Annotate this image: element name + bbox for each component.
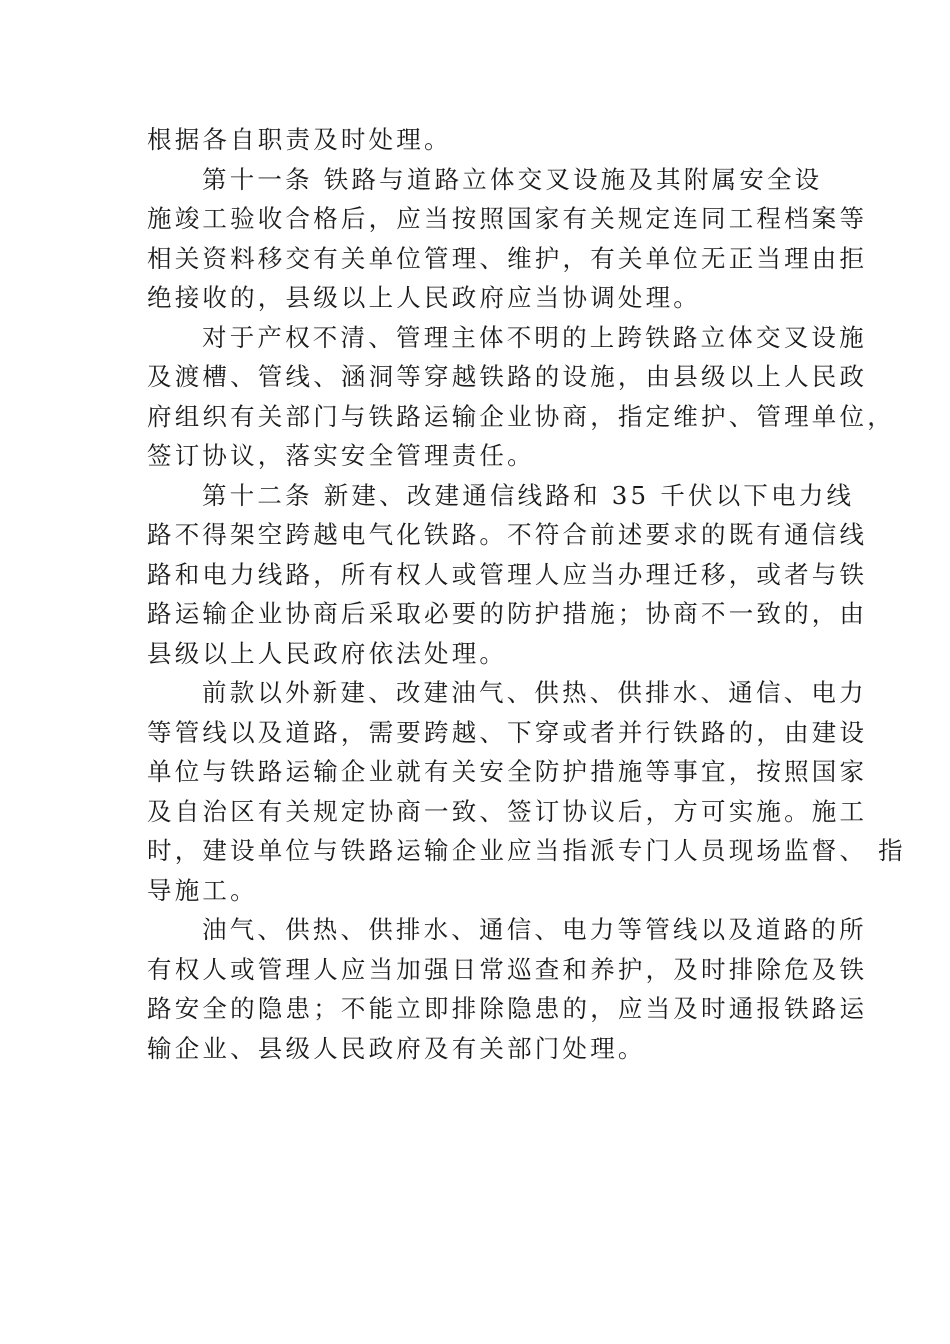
text-line: 府组织有关部门与铁路运输企业协商，指定维护、管理单位， — [147, 401, 895, 431]
text-line: 前款以外新建、改建油气、供热、供排水、通信、电力 — [202, 678, 867, 707]
text-line: 签订协议，落实安全管理责任。 — [147, 441, 535, 470]
text-line: 时，建设单位与铁路运输企业应当指派专门人员现场监督、 指 — [147, 836, 906, 865]
text-line: 路不得架空跨越电气化铁路。不符合前述要求的既有通信线 — [147, 520, 868, 549]
text-line: 单位与铁路运输企业就有关安全防护措施等事宜，按照国家 — [147, 757, 868, 786]
text-line: 根据各自职责及时处理。 — [147, 125, 452, 154]
text-line: 路和电力线路，所有权人或管理人应当办理迁移，或者与铁 — [147, 559, 868, 589]
text-line: 第十二条 新建、改建通信线路和 35 千伏以下电力线 — [202, 480, 855, 510]
text-line: 第十一条 铁路与道路立体交叉设施及其附属安全设 — [202, 164, 823, 194]
text-line: 路运输企业协商后采取必要的防护措施；协商不一致的，由 — [147, 599, 868, 628]
text-line: 县级以上人民政府依法处理。 — [147, 638, 508, 668]
text-line: 相关资料移交有关单位管理、维护，有关单位无正当理由拒 — [147, 243, 868, 273]
text-line: 导施工。 — [147, 875, 258, 905]
text-line: 路安全的隐患；不能立即排除隐患的，应当及时通报铁路运 — [147, 994, 868, 1023]
text-line: 等管线以及道路，需要跨越、下穿或者并行铁路的，由建设 — [147, 717, 868, 747]
text-line: 对于产权不清、管理主体不明的上跨铁路立体交叉设施 — [202, 322, 867, 352]
document-body — [147, 120, 906, 1068]
text-line: 及渡槽、管线、涵洞等穿越铁路的设施，由县级以上人民政 — [147, 362, 868, 391]
text-line: 油气、供热、供排水、通信、电力等管线以及道路的所 — [202, 915, 867, 944]
text-line: 有权人或管理人应当加强日常巡查和养护，及时排除危及铁 — [147, 954, 868, 984]
text-line: 及自治区有关规定协商一致、签订协议后，方可实施。施工 — [147, 796, 868, 826]
text-line: 绝接收的，县级以上人民政府应当协调处理。 — [147, 283, 701, 312]
text-line: 施竣工验收合格后，应当按照国家有关规定连同工程档案等 — [147, 204, 868, 233]
text-line: 输企业、县级人民政府及有关部门处理。 — [147, 1033, 646, 1063]
